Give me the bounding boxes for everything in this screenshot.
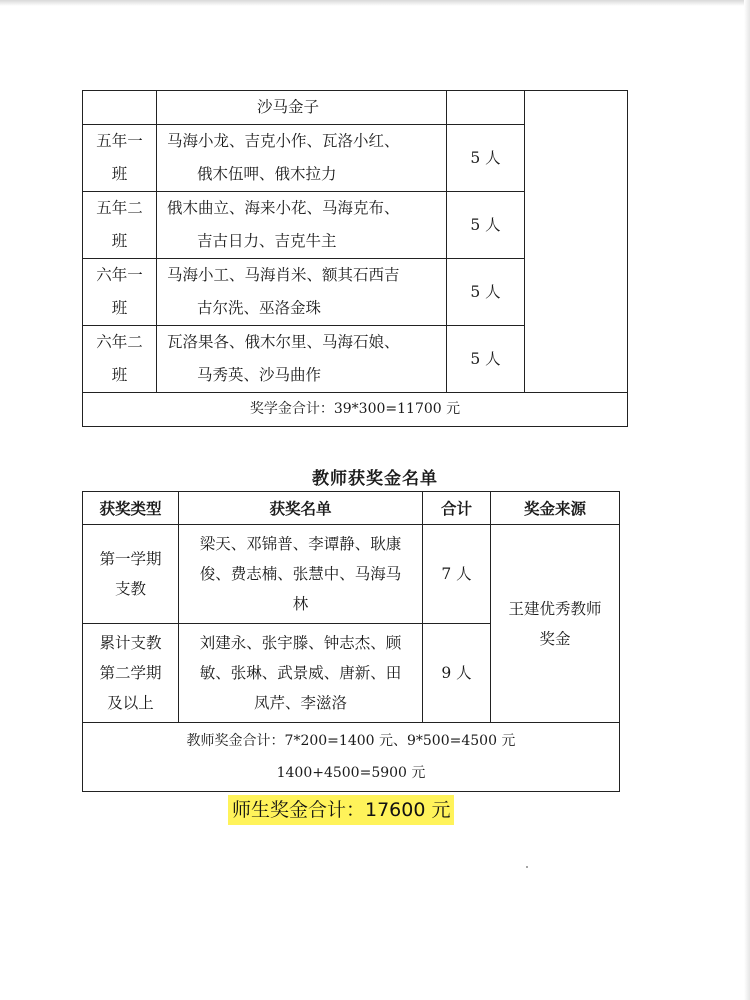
names-line: 马海小工、马海肖米、额其石西吉 xyxy=(167,266,400,284)
scholarship-total: 奖学金合计：39*300=11700 元 xyxy=(83,393,628,427)
count-cell xyxy=(447,91,525,125)
grand-total-highlight: 师生奖金合计：17600 元 xyxy=(228,795,454,825)
type-line: 第二学期 xyxy=(99,664,162,682)
class-line: 班 xyxy=(111,232,128,250)
type-line: 第一学期 xyxy=(99,550,162,568)
class-line: 六年二 xyxy=(96,333,143,351)
type-line: 及以上 xyxy=(107,694,154,712)
type-line: 支教 xyxy=(114,580,146,598)
names-line: 梁天、邓锦普、李谭静、耿康 xyxy=(199,535,402,553)
total-line: 1400+4500=5900 元 xyxy=(276,765,426,781)
names-cell xyxy=(157,125,447,192)
type-cell xyxy=(83,624,179,723)
source-cell xyxy=(525,91,628,393)
names-line: 马秀英、沙马曲作 xyxy=(197,366,322,384)
count-cell: 5 人 xyxy=(447,326,525,393)
class-cell xyxy=(83,91,157,125)
table-header-row xyxy=(83,492,620,525)
count-cell: 5 人 xyxy=(447,125,525,192)
table-row xyxy=(83,525,620,624)
header-source: 奖金来源 xyxy=(491,492,620,525)
names-line: 俄木曲立、海来小花、马海克布、 xyxy=(167,199,400,217)
class-line: 六年一 xyxy=(96,266,143,284)
names-line: 凤芹、李滋洛 xyxy=(253,694,347,712)
header-count: 合计 xyxy=(423,492,491,525)
source-line: 奖金 xyxy=(539,629,571,648)
names-line: 敏、张琳、武景威、唐新、田 xyxy=(199,664,402,682)
page-right-edge xyxy=(744,0,750,1000)
page-top-edge xyxy=(0,0,750,6)
names-line: 林 xyxy=(292,595,309,613)
class-line: 五年二 xyxy=(96,199,143,217)
names-line: 吉古日力、吉克牛主 xyxy=(197,232,337,250)
header-type: 获奖类型 xyxy=(83,492,179,525)
names-cell: 沙马金子 xyxy=(157,91,447,125)
names-cell xyxy=(157,259,447,326)
names-line: 俊、费志楠、张慧中、马海马 xyxy=(199,565,402,583)
table-row xyxy=(83,723,620,792)
class-cell xyxy=(83,326,157,393)
count-cell: 9 人 xyxy=(423,624,491,723)
class-cell xyxy=(83,259,157,326)
teacher-table-title: 教师获奖金名单 xyxy=(312,469,438,489)
source-cell xyxy=(491,525,620,723)
names-line: 刘建永、张宇滕、钟志杰、顾 xyxy=(199,634,402,652)
total-line: 教师奖金合计：7*200=1400 元、9*500=4500 元 xyxy=(186,733,516,749)
names-cell xyxy=(179,624,423,723)
names-cell xyxy=(179,525,423,624)
names-line: 瓦洛果各、俄木尔里、马海石娘、 xyxy=(167,333,400,351)
count-cell: 7 人 xyxy=(423,525,491,624)
names-line: 马海小龙、吉克小作、瓦洛小红、 xyxy=(167,132,400,150)
names-line: 古尔洗、巫洛金珠 xyxy=(197,299,322,317)
names-cell xyxy=(157,326,447,393)
class-line: 班 xyxy=(111,165,128,183)
count-cell: 5 人 xyxy=(447,259,525,326)
student-scholarship-table xyxy=(82,90,628,427)
type-line: 累计支教 xyxy=(99,634,162,652)
count-cell: 5 人 xyxy=(447,192,525,259)
teacher-bonus-total xyxy=(83,723,620,792)
table-row xyxy=(83,393,628,427)
class-cell xyxy=(83,125,157,192)
names-line: 俄木伍呷、俄木拉力 xyxy=(197,165,337,183)
names-cell xyxy=(157,192,447,259)
class-line: 班 xyxy=(111,366,128,384)
teacher-bonus-table xyxy=(82,491,620,792)
class-line: 班 xyxy=(111,299,128,317)
class-line: 五年一 xyxy=(96,132,143,150)
header-names: 获奖名单 xyxy=(179,492,423,525)
type-cell xyxy=(83,525,179,624)
class-cell xyxy=(83,192,157,259)
source-line: 王建优秀教师 xyxy=(508,599,602,618)
scan-speck xyxy=(526,866,528,868)
table-row xyxy=(83,91,628,125)
